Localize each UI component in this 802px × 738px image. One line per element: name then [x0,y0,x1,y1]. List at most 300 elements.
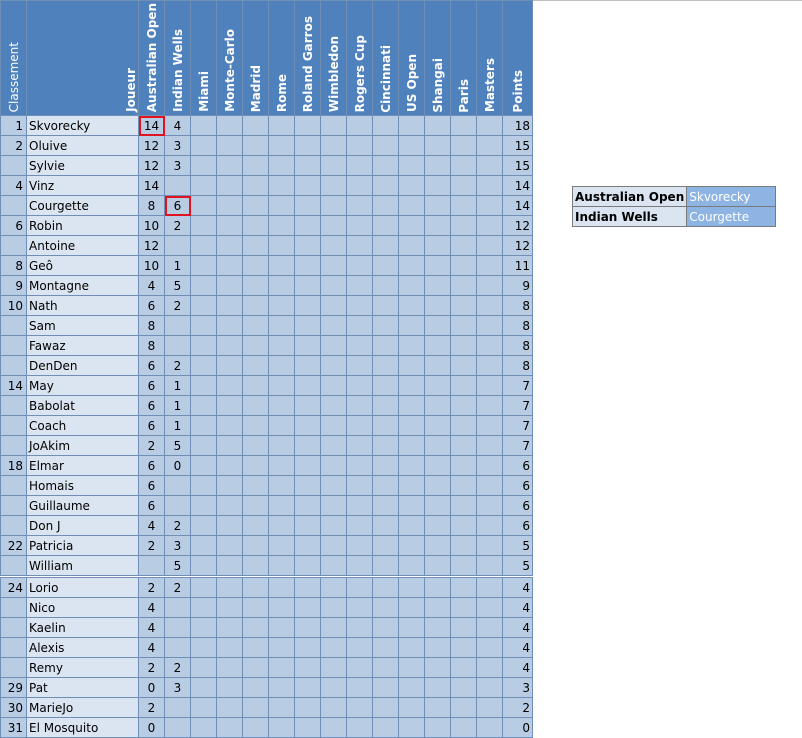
score-cell-empty[interactable] [451,638,477,658]
score-cell-empty[interactable] [295,336,321,356]
rank-cell[interactable]: 22 [1,536,27,556]
score-cell-empty[interactable] [425,516,451,536]
score-cell-empty[interactable] [425,396,451,416]
score-cell-empty[interactable] [425,456,451,476]
score-cell-empty[interactable] [477,718,503,738]
points-cell[interactable]: 12 [503,216,533,236]
header-tournament[interactable] [269,1,295,116]
score-cell-empty[interactable] [425,336,451,356]
score-cell-australian-open[interactable] [139,556,165,577]
points-cell[interactable]: 8 [503,296,533,316]
points-cell[interactable]: 4 [503,658,533,678]
score-cell-empty[interactable] [269,136,295,156]
points-cell[interactable]: 5 [503,556,533,577]
score-cell-empty[interactable] [347,416,373,436]
score-cell-empty[interactable] [269,436,295,456]
score-cell-empty[interactable] [243,456,269,476]
score-cell-empty[interactable] [217,376,243,396]
score-cell-australian-open[interactable]: 4 [139,618,165,638]
score-cell-empty[interactable] [321,256,347,276]
score-cell-empty[interactable] [425,356,451,376]
header-player[interactable] [27,1,139,116]
score-cell-australian-open[interactable]: 12 [139,236,165,256]
rank-cell[interactable]: 18 [1,456,27,476]
score-cell-empty[interactable] [425,577,451,598]
score-cell-empty[interactable] [477,116,503,136]
score-cell-australian-open[interactable]: 6 [139,496,165,516]
score-cell-empty[interactable] [243,256,269,276]
score-cell-empty[interactable] [451,536,477,556]
score-cell-empty[interactable] [399,456,425,476]
score-cell-empty[interactable] [373,356,399,376]
header-tournament[interactable] [399,1,425,116]
score-cell-empty[interactable] [451,336,477,356]
header-tournament[interactable] [373,1,399,116]
score-cell-empty[interactable] [451,256,477,276]
rank-cell[interactable]: 29 [1,678,27,698]
score-cell-empty[interactable] [425,436,451,456]
score-cell-empty[interactable] [269,196,295,216]
score-cell-empty[interactable] [347,396,373,416]
score-cell-indian-wells[interactable] [165,598,191,618]
score-cell-empty[interactable] [425,256,451,276]
score-cell-empty[interactable] [373,116,399,136]
score-cell-empty[interactable] [295,516,321,536]
score-cell-empty[interactable] [477,136,503,156]
score-cell-empty[interactable] [243,216,269,236]
score-cell-indian-wells[interactable]: 2 [165,658,191,678]
score-cell-indian-wells[interactable] [165,316,191,336]
score-cell-empty[interactable] [243,618,269,638]
score-cell-empty[interactable] [191,336,217,356]
score-cell-australian-open[interactable]: 2 [139,536,165,556]
score-cell-empty[interactable] [321,577,347,598]
score-cell-empty[interactable] [295,296,321,316]
points-cell[interactable]: 4 [503,598,533,618]
score-cell-empty[interactable] [243,416,269,436]
score-cell-empty[interactable] [399,556,425,577]
player-cell[interactable]: DenDen [27,356,139,376]
score-cell-empty[interactable] [425,678,451,698]
score-cell-empty[interactable] [295,256,321,276]
score-cell-empty[interactable] [269,416,295,436]
score-cell-empty[interactable] [243,718,269,738]
score-cell-empty[interactable] [347,196,373,216]
score-cell-empty[interactable] [243,276,269,296]
score-cell-indian-wells[interactable]: 2 [165,356,191,376]
score-cell-empty[interactable] [477,577,503,598]
score-cell-empty[interactable] [191,216,217,236]
score-cell-empty[interactable] [373,216,399,236]
score-cell-empty[interactable] [451,316,477,336]
score-cell-empty[interactable] [451,456,477,476]
score-cell-empty[interactable] [425,276,451,296]
rank-cell[interactable] [1,638,27,658]
score-cell-empty[interactable] [321,698,347,718]
header-tournament[interactable] [165,1,191,116]
score-cell-empty[interactable] [347,618,373,638]
score-cell-empty[interactable] [451,356,477,376]
rank-cell[interactable]: 30 [1,698,27,718]
rank-cell[interactable]: 1 [1,116,27,136]
score-cell-empty[interactable] [373,516,399,536]
score-cell-empty[interactable] [451,136,477,156]
points-cell[interactable]: 4 [503,618,533,638]
score-cell-empty[interactable] [347,296,373,316]
score-cell-empty[interactable] [347,516,373,536]
score-cell-empty[interactable] [243,556,269,577]
score-cell-empty[interactable] [425,718,451,738]
score-cell-empty[interactable] [347,116,373,136]
rank-cell[interactable]: 2 [1,136,27,156]
rank-cell[interactable] [1,396,27,416]
score-cell-empty[interactable] [373,556,399,577]
score-cell-empty[interactable] [477,598,503,618]
score-cell-empty[interactable] [295,476,321,496]
score-cell-empty[interactable] [347,256,373,276]
rank-cell[interactable] [1,658,27,678]
rank-cell[interactable] [1,598,27,618]
score-cell-empty[interactable] [399,256,425,276]
player-cell[interactable]: Alexis [27,638,139,658]
score-cell-empty[interactable] [347,136,373,156]
score-cell-empty[interactable] [373,256,399,276]
points-cell[interactable]: 0 [503,718,533,738]
rank-cell[interactable] [1,416,27,436]
score-cell-empty[interactable] [217,356,243,376]
score-cell-indian-wells[interactable]: 3 [165,156,191,176]
score-cell-empty[interactable] [321,618,347,638]
score-cell-empty[interactable] [321,476,347,496]
score-cell-empty[interactable] [243,336,269,356]
score-cell-indian-wells[interactable]: 0 [165,456,191,476]
player-cell[interactable]: Fawaz [27,336,139,356]
score-cell-australian-open[interactable]: 14 [139,116,165,136]
score-cell-empty[interactable] [399,658,425,678]
score-cell-empty[interactable] [191,476,217,496]
score-cell-indian-wells[interactable]: 4 [165,116,191,136]
score-cell-empty[interactable] [399,356,425,376]
score-cell-indian-wells[interactable] [165,496,191,516]
score-cell-empty[interactable] [451,296,477,316]
score-cell-empty[interactable] [347,658,373,678]
score-cell-empty[interactable] [191,618,217,638]
score-cell-empty[interactable] [269,496,295,516]
score-cell-empty[interactable] [347,456,373,476]
score-cell-empty[interactable] [425,176,451,196]
score-cell-empty[interactable] [451,196,477,216]
score-cell-empty[interactable] [477,678,503,698]
header-tournament[interactable] [321,1,347,116]
score-cell-empty[interactable] [321,236,347,256]
score-cell-empty[interactable] [217,456,243,476]
score-cell-empty[interactable] [191,436,217,456]
score-cell-empty[interactable] [399,236,425,256]
score-cell-empty[interactable] [451,156,477,176]
score-cell-empty[interactable] [191,598,217,618]
header-tournament[interactable] [139,1,165,116]
score-cell-australian-open[interactable]: 6 [139,376,165,396]
score-cell-empty[interactable] [425,476,451,496]
points-cell[interactable]: 15 [503,136,533,156]
score-cell-empty[interactable] [477,496,503,516]
score-cell-empty[interactable] [191,176,217,196]
score-cell-empty[interactable] [243,176,269,196]
score-cell-empty[interactable] [425,216,451,236]
player-cell[interactable]: Patricia [27,536,139,556]
score-cell-australian-open[interactable]: 10 [139,216,165,236]
score-cell-indian-wells[interactable] [165,698,191,718]
points-cell[interactable]: 8 [503,336,533,356]
score-cell-indian-wells[interactable]: 1 [165,396,191,416]
score-cell-empty[interactable] [191,577,217,598]
score-cell-empty[interactable] [243,316,269,336]
score-cell-australian-open[interactable]: 12 [139,156,165,176]
score-cell-empty[interactable] [477,618,503,638]
score-cell-indian-wells[interactable]: 2 [165,296,191,316]
score-cell-empty[interactable] [399,598,425,618]
score-cell-empty[interactable] [373,536,399,556]
score-cell-empty[interactable] [217,196,243,216]
player-cell[interactable]: Geô [27,256,139,276]
score-cell-empty[interactable] [243,516,269,536]
points-cell[interactable]: 6 [503,476,533,496]
score-cell-indian-wells[interactable]: 1 [165,256,191,276]
score-cell-empty[interactable] [243,638,269,658]
score-cell-empty[interactable] [295,436,321,456]
header-rank[interactable] [1,1,27,116]
player-cell[interactable]: Montagne [27,276,139,296]
score-cell-empty[interactable] [217,556,243,577]
score-cell-empty[interactable] [217,416,243,436]
score-cell-empty[interactable] [477,156,503,176]
player-cell[interactable]: May [27,376,139,396]
score-cell-empty[interactable] [347,638,373,658]
score-cell-indian-wells[interactable]: 1 [165,416,191,436]
score-cell-empty[interactable] [191,638,217,658]
score-cell-empty[interactable] [373,476,399,496]
score-cell-empty[interactable] [217,116,243,136]
score-cell-australian-open[interactable]: 6 [139,416,165,436]
score-cell-empty[interactable] [399,276,425,296]
score-cell-empty[interactable] [295,276,321,296]
score-cell-empty[interactable] [425,116,451,136]
score-cell-empty[interactable] [321,556,347,577]
score-cell-empty[interactable] [191,296,217,316]
score-cell-empty[interactable] [217,718,243,738]
score-cell-empty[interactable] [217,516,243,536]
score-cell-empty[interactable] [425,698,451,718]
score-cell-empty[interactable] [373,136,399,156]
score-cell-empty[interactable] [295,136,321,156]
header-tournament[interactable] [217,1,243,116]
player-cell[interactable]: Elmar [27,456,139,476]
points-cell[interactable]: 4 [503,638,533,658]
points-cell[interactable]: 7 [503,396,533,416]
score-cell-empty[interactable] [451,396,477,416]
points-cell[interactable]: 6 [503,516,533,536]
score-cell-empty[interactable] [373,638,399,658]
score-cell-empty[interactable] [399,196,425,216]
player-cell[interactable]: Guillaume [27,496,139,516]
score-cell-empty[interactable] [425,236,451,256]
rank-cell[interactable]: 9 [1,276,27,296]
score-cell-empty[interactable] [425,376,451,396]
score-cell-empty[interactable] [477,556,503,577]
score-cell-empty[interactable] [217,678,243,698]
score-cell-empty[interactable] [217,638,243,658]
player-cell[interactable]: William [27,556,139,577]
rank-cell[interactable]: 10 [1,296,27,316]
score-cell-australian-open[interactable]: 4 [139,638,165,658]
score-cell-empty[interactable] [425,598,451,618]
score-cell-indian-wells[interactable]: 3 [165,536,191,556]
score-cell-empty[interactable] [347,376,373,396]
player-cell[interactable]: Coach [27,416,139,436]
score-cell-empty[interactable] [399,376,425,396]
score-cell-australian-open[interactable]: 10 [139,256,165,276]
points-cell[interactable]: 8 [503,356,533,376]
score-cell-empty[interactable] [191,456,217,476]
score-cell-empty[interactable] [217,496,243,516]
score-cell-empty[interactable] [321,436,347,456]
points-cell[interactable]: 14 [503,196,533,216]
score-cell-empty[interactable] [373,156,399,176]
score-cell-empty[interactable] [295,536,321,556]
score-cell-empty[interactable] [451,476,477,496]
score-cell-empty[interactable] [217,577,243,598]
score-cell-empty[interactable] [321,316,347,336]
score-cell-empty[interactable] [191,276,217,296]
rank-cell[interactable]: 24 [1,577,27,598]
score-cell-empty[interactable] [321,156,347,176]
score-cell-empty[interactable] [321,116,347,136]
score-cell-empty[interactable] [347,718,373,738]
score-cell-empty[interactable] [451,516,477,536]
score-cell-empty[interactable] [295,618,321,638]
score-cell-indian-wells[interactable] [165,476,191,496]
score-cell-empty[interactable] [477,316,503,336]
score-cell-empty[interactable] [451,176,477,196]
score-cell-empty[interactable] [295,658,321,678]
score-cell-empty[interactable] [295,416,321,436]
score-cell-empty[interactable] [191,698,217,718]
score-cell-empty[interactable] [425,316,451,336]
score-cell-empty[interactable] [451,436,477,456]
score-cell-australian-open[interactable]: 2 [139,436,165,456]
rank-cell[interactable] [1,556,27,577]
score-cell-empty[interactable] [321,136,347,156]
score-cell-empty[interactable] [425,296,451,316]
score-cell-empty[interactable] [217,598,243,618]
score-cell-empty[interactable] [217,618,243,638]
score-cell-empty[interactable] [399,698,425,718]
score-cell-empty[interactable] [477,376,503,396]
score-cell-empty[interactable] [399,436,425,456]
points-cell[interactable]: 6 [503,456,533,476]
rank-cell[interactable]: 31 [1,718,27,738]
score-cell-empty[interactable] [451,658,477,678]
score-cell-empty[interactable] [477,216,503,236]
player-cell[interactable]: Oluive [27,136,139,156]
score-cell-empty[interactable] [321,356,347,376]
score-cell-empty[interactable] [399,116,425,136]
score-cell-empty[interactable] [477,416,503,436]
score-cell-empty[interactable] [295,678,321,698]
points-cell[interactable]: 9 [503,276,533,296]
score-cell-australian-open[interactable]: 8 [139,316,165,336]
rank-cell[interactable]: 14 [1,376,27,396]
score-cell-empty[interactable] [295,316,321,336]
score-cell-empty[interactable] [425,638,451,658]
score-cell-empty[interactable] [477,256,503,276]
score-cell-empty[interactable] [269,618,295,638]
score-cell-empty[interactable] [295,698,321,718]
score-cell-empty[interactable] [347,556,373,577]
player-cell[interactable]: Vinz [27,176,139,196]
score-cell-indian-wells[interactable]: 2 [165,516,191,536]
score-cell-empty[interactable] [191,256,217,276]
score-cell-empty[interactable] [399,476,425,496]
score-cell-empty[interactable] [477,638,503,658]
score-cell-empty[interactable] [321,176,347,196]
player-cell[interactable]: Sam [27,316,139,336]
score-cell-empty[interactable] [373,496,399,516]
rank-cell[interactable] [1,156,27,176]
player-cell[interactable]: Homais [27,476,139,496]
score-cell-empty[interactable] [269,516,295,536]
score-cell-empty[interactable] [425,496,451,516]
score-cell-empty[interactable] [347,678,373,698]
score-cell-empty[interactable] [399,516,425,536]
score-cell-empty[interactable] [295,396,321,416]
score-cell-empty[interactable] [321,376,347,396]
score-cell-australian-open[interactable]: 2 [139,577,165,598]
player-cell[interactable]: Robin [27,216,139,236]
score-cell-empty[interactable] [217,536,243,556]
score-cell-empty[interactable] [399,638,425,658]
score-cell-australian-open[interactable]: 4 [139,516,165,536]
score-cell-empty[interactable] [191,116,217,136]
score-cell-empty[interactable] [321,658,347,678]
score-cell-empty[interactable] [295,638,321,658]
points-cell[interactable]: 11 [503,256,533,276]
score-cell-empty[interactable] [269,296,295,316]
points-cell[interactable]: 12 [503,236,533,256]
score-cell-australian-open[interactable]: 6 [139,476,165,496]
score-cell-empty[interactable] [269,598,295,618]
rank-cell[interactable] [1,436,27,456]
points-cell[interactable]: 14 [503,176,533,196]
player-cell[interactable]: Skvorecky [27,116,139,136]
score-cell-empty[interactable] [269,536,295,556]
score-cell-empty[interactable] [191,536,217,556]
score-cell-australian-open[interactable]: 2 [139,658,165,678]
score-cell-empty[interactable] [399,176,425,196]
score-cell-empty[interactable] [477,658,503,678]
score-cell-empty[interactable] [191,556,217,577]
score-cell-empty[interactable] [295,718,321,738]
player-cell[interactable]: Nico [27,598,139,618]
score-cell-empty[interactable] [425,196,451,216]
score-cell-empty[interactable] [399,216,425,236]
rank-cell[interactable] [1,356,27,376]
score-cell-empty[interactable] [425,658,451,678]
score-cell-empty[interactable] [217,698,243,718]
score-cell-empty[interactable] [243,496,269,516]
score-cell-empty[interactable] [243,476,269,496]
score-cell-empty[interactable] [191,316,217,336]
